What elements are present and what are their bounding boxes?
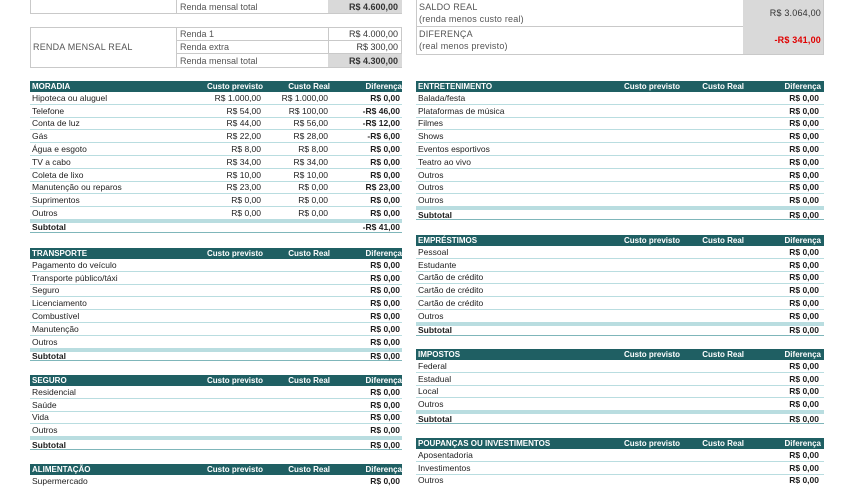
difference-cell: R$ 0,00 — [370, 425, 400, 436]
subtotal-label: Subtotal — [418, 209, 452, 220]
item-name: Filmes — [418, 118, 444, 129]
item-name: Outros — [418, 169, 444, 180]
item-name: Vida — [32, 412, 49, 423]
section-header — [416, 349, 824, 360]
item-name: Residencial — [32, 386, 76, 397]
table-row[interactable] — [416, 169, 824, 182]
real-income-row-3-value-cell — [328, 54, 402, 67]
subtotal-label: Subtotal — [418, 325, 452, 336]
difference-cell: R$ 0,00 — [370, 195, 400, 206]
difference-cell: R$ 0,00 — [789, 144, 819, 155]
difference-cell: R$ 0,00 — [370, 259, 400, 270]
difference-cell: -R$ 12,00 — [362, 118, 400, 129]
table-row[interactable] — [416, 156, 824, 169]
difference-cell: R$ 0,00 — [789, 246, 819, 257]
difference-cell: R$ 0,00 — [370, 92, 400, 103]
difference-cell: R$ 0,00 — [789, 195, 819, 206]
planned-cost-cell[interactable]: R$ 44,00 — [226, 118, 261, 129]
column-header-planned: Custo previsto — [623, 439, 680, 448]
difference-cell: R$ 0,00 — [789, 285, 819, 296]
table-row[interactable] — [30, 399, 402, 412]
table-row[interactable] — [416, 272, 824, 285]
difference-cell: R$ 0,00 — [370, 475, 400, 486]
planned-cost-cell[interactable]: R$ 54,00 — [226, 105, 261, 116]
difference-cell: -R$ 6,00 — [367, 131, 400, 142]
table-row[interactable] — [416, 449, 824, 462]
planned-income-total-cell — [328, 0, 402, 13]
section-header — [30, 375, 402, 386]
section-title: IMPOSTOS — [418, 350, 461, 359]
difference-value: -R$ 341,00 — [774, 35, 821, 45]
section-header — [30, 81, 402, 92]
item-name: Outros — [418, 399, 444, 410]
table-row[interactable] — [30, 323, 402, 336]
column-header-real: Custo Real — [288, 82, 330, 91]
column-header-real: Custo Real — [702, 350, 744, 359]
item-name: Outros — [32, 336, 58, 347]
difference-subtitle: (real menos previsto) — [419, 41, 508, 51]
difference-cell: R$ 0,00 — [370, 311, 400, 322]
item-name: Cartão de crédito — [418, 272, 484, 283]
table-row[interactable] — [416, 310, 824, 323]
difference-cell: R$ 0,00 — [789, 386, 819, 397]
difference-cell: R$ 0,00 — [370, 386, 400, 397]
section-title: ENTRETENIMENTO — [418, 82, 493, 91]
item-name: Coleta de lixo — [32, 169, 84, 180]
real-income-row-label: Renda extra — [180, 42, 230, 52]
difference-cell: R$ 0,00 — [789, 298, 819, 309]
item-name: Pessoal — [418, 246, 449, 257]
table-row[interactable] — [416, 143, 824, 156]
table-row[interactable] — [416, 386, 824, 399]
section-title: EMPRÉSTIMOS — [418, 236, 478, 245]
table-row[interactable] — [416, 118, 824, 131]
section-seguro — [30, 375, 402, 450]
real-cost-cell[interactable]: R$ 10,00 — [293, 169, 328, 180]
difference-cell: R$ 0,00 — [370, 323, 400, 334]
item-name: Outros — [418, 195, 444, 206]
column-header-planned: Custo previsto — [206, 249, 263, 258]
table-row[interactable] — [416, 182, 824, 195]
real-income-row-1-label-cell — [176, 28, 328, 41]
item-name: Cartão de crédito — [418, 298, 484, 309]
difference-cell: R$ 0,00 — [789, 105, 819, 116]
column-header-real: Custo Real — [288, 249, 330, 258]
column-header-planned: Custo previsto — [206, 82, 263, 91]
table-row[interactable] — [30, 182, 402, 195]
item-name: Telefone — [32, 105, 65, 116]
difference-cell: R$ 0,00 — [789, 182, 819, 193]
difference-cell: R$ 0,00 — [370, 285, 400, 296]
table-row[interactable] — [416, 130, 824, 143]
item-name: Outros — [32, 425, 58, 436]
subtotal-row — [30, 437, 402, 450]
real-cost-cell[interactable]: R$ 34,00 — [293, 156, 328, 167]
item-name: Saúde — [32, 399, 57, 410]
difference-cell: R$ 0,00 — [370, 169, 400, 180]
item-name: Cartão de crédito — [418, 285, 484, 296]
section-header — [416, 81, 824, 92]
table-row[interactable] — [30, 297, 402, 310]
difference-cell: R$ 0,00 — [789, 118, 819, 129]
difference-cell: R$ 0,00 — [789, 310, 819, 321]
column-header-difference: Diferença — [784, 82, 821, 91]
item-name: Estudante — [418, 259, 457, 270]
item-name: Federal — [418, 360, 447, 371]
section-transporte — [30, 248, 402, 361]
real-cost-cell[interactable]: R$ 0,00 — [298, 208, 328, 219]
planned-cost-cell[interactable]: R$ 1.000,00 — [214, 92, 261, 103]
difference-cell: R$ 0,00 — [789, 156, 819, 167]
column-header-real: Custo Real — [702, 82, 744, 91]
subtotal-row — [416, 411, 824, 424]
real-income-row-label: Renda 1 — [180, 29, 215, 39]
item-name: Manutenção — [32, 323, 79, 334]
table-row[interactable] — [416, 373, 824, 386]
subtotal-row — [416, 207, 824, 220]
column-header-difference: Diferença — [365, 376, 402, 385]
difference-cell: R$ 0,00 — [789, 399, 819, 410]
item-name: Aposentadoria — [418, 449, 473, 460]
planned-cost-cell[interactable]: R$ 22,00 — [226, 131, 261, 142]
column-header-real: Custo Real — [702, 439, 744, 448]
real-balance-title: SALDO REAL — [419, 2, 478, 12]
planned-cost-cell[interactable]: R$ 23,00 — [226, 182, 261, 193]
column-header-difference: Diferença — [365, 82, 402, 91]
table-row[interactable] — [30, 310, 402, 323]
section-poupancas-ou-investimentos — [416, 438, 824, 486]
item-name: Outros — [32, 208, 58, 219]
difference-cell: R$ 0,00 — [789, 360, 819, 371]
item-name: Seguro — [32, 285, 60, 296]
table-row[interactable] — [416, 475, 824, 486]
column-header-planned: Custo previsto — [623, 236, 680, 245]
table-row[interactable] — [416, 105, 824, 118]
item-name: Conta de luz — [32, 118, 80, 129]
planned-cost-cell[interactable]: R$ 8,00 — [231, 144, 261, 155]
item-name: Combustível — [32, 311, 80, 322]
item-name: Shows — [418, 131, 444, 142]
table-row[interactable] — [416, 284, 824, 297]
subtotal-label: Subtotal — [32, 222, 66, 233]
table-row[interactable] — [416, 246, 824, 259]
item-name: Investimentos — [418, 462, 471, 473]
difference-cell: R$ 0,00 — [370, 144, 400, 155]
item-name: Suprimentos — [32, 195, 80, 206]
section-moradia — [30, 81, 402, 233]
subtotal-label: Subtotal — [418, 413, 452, 424]
difference-cell: R$ 0,00 — [789, 449, 819, 460]
column-header-real: Custo Real — [288, 376, 330, 385]
column-header-planned: Custo previsto — [206, 376, 263, 385]
difference-cell: R$ 0,00 — [370, 272, 400, 283]
item-name: Supermercado — [32, 475, 88, 486]
difference-cell: R$ 0,00 — [789, 373, 819, 384]
section-emprestimos — [416, 235, 824, 336]
table-row[interactable] — [30, 386, 402, 399]
subtotal-difference: R$ 0,00 — [370, 439, 400, 450]
real-cost-cell[interactable]: R$ 28,00 — [293, 131, 328, 142]
difference-cell: R$ 0,00 — [789, 131, 819, 142]
section-header — [30, 248, 402, 259]
real-income-row-1-value-cell — [328, 28, 402, 41]
table-row[interactable] — [30, 118, 402, 131]
subtotal-label: Subtotal — [32, 439, 66, 450]
table-row[interactable] — [416, 259, 824, 272]
table-row[interactable] — [416, 398, 824, 411]
item-name: Estadual — [418, 373, 452, 384]
section-title: SEGURO — [32, 376, 67, 385]
subtotal-difference: -R$ 41,00 — [362, 222, 400, 233]
real-income-row-2-value-cell — [328, 41, 402, 54]
column-header-planned: Custo previsto — [623, 350, 680, 359]
table-row[interactable] — [30, 285, 402, 298]
column-header-planned: Custo previsto — [623, 82, 680, 91]
difference-cell: R$ 0,00 — [370, 399, 400, 410]
column-header-difference: Diferença — [784, 236, 821, 245]
item-name: Transporte público/táxi — [32, 272, 118, 283]
table-row[interactable] — [416, 462, 824, 475]
item-name: Gás — [32, 131, 48, 142]
real-income-row-label: Renda mensal total — [180, 55, 258, 66]
column-header-real: Custo Real — [288, 465, 330, 474]
table-row[interactable] — [416, 297, 824, 310]
subtotal-row — [30, 349, 402, 362]
section-title: ALIMENTAÇÃO — [32, 465, 91, 474]
difference-cell: R$ 0,00 — [370, 336, 400, 347]
planned-cost-cell[interactable]: R$ 10,00 — [226, 169, 261, 180]
difference-cell: R$ 0,00 — [370, 156, 400, 167]
real-cost-cell[interactable]: R$ 8,00 — [298, 144, 328, 155]
item-name: Água e esgoto — [32, 144, 87, 155]
real-cost-cell[interactable]: R$ 0,00 — [298, 195, 328, 206]
real-income-row-value: R$ 4.000,00 — [348, 29, 398, 39]
table-row[interactable] — [30, 475, 402, 486]
section-title: MORADIA — [32, 82, 71, 91]
column-header-difference: Diferença — [784, 439, 821, 448]
difference-cell: R$ 0,00 — [370, 298, 400, 309]
table-row[interactable] — [30, 169, 402, 182]
item-name: Eventos esportivos — [418, 144, 490, 155]
difference-cell: R$ 0,00 — [789, 462, 819, 473]
item-name: Plataformas de música — [418, 105, 505, 116]
difference-cell: R$ 0,00 — [789, 475, 819, 486]
subtotal-label: Subtotal — [32, 350, 66, 361]
table-row[interactable] — [30, 156, 402, 169]
table-row[interactable] — [30, 92, 402, 105]
difference-cell: R$ 0,00 — [789, 259, 819, 270]
item-name: Outros — [418, 182, 444, 193]
item-name: TV a cabo — [32, 156, 71, 167]
item-name: Local — [418, 386, 439, 397]
subtotal-row — [416, 323, 824, 336]
section-entretenimento — [416, 81, 824, 220]
item-name: Outros — [418, 310, 444, 321]
real-cost-cell[interactable]: R$ 0,00 — [298, 182, 328, 193]
subtotal-difference: R$ 0,00 — [370, 350, 400, 361]
table-row[interactable] — [416, 360, 824, 373]
planned-income-total-label-cell — [176, 0, 328, 13]
section-impostos — [416, 349, 824, 424]
item-name: Teatro ao vivo — [418, 156, 471, 167]
section-header — [30, 464, 402, 475]
real-income-row-2-label-cell — [176, 41, 328, 54]
subtotal-row — [30, 220, 402, 233]
difference-cell: R$ 0,00 — [370, 412, 400, 423]
table-row[interactable] — [30, 424, 402, 437]
table-row[interactable] — [30, 194, 402, 207]
real-cost-cell[interactable]: R$ 56,00 — [293, 118, 328, 129]
difference-cell: R$ 0,00 — [789, 272, 819, 283]
table-row[interactable] — [30, 272, 402, 285]
table-row[interactable] — [30, 259, 402, 272]
difference-cell: R$ 0,00 — [789, 169, 819, 180]
table-row[interactable] — [30, 105, 402, 118]
table-row[interactable] — [416, 194, 824, 207]
table-row[interactable] — [30, 336, 402, 349]
column-header-planned: Custo previsto — [206, 465, 263, 474]
item-name: Manutenção ou reparos — [32, 182, 122, 193]
column-header-real: Custo Real — [702, 236, 744, 245]
table-row[interactable] — [30, 412, 402, 425]
item-name: Licenciamento — [32, 298, 87, 309]
table-row[interactable] — [30, 207, 402, 220]
real-income-total-value: R$ 4.300,00 — [348, 55, 398, 66]
planned-income-total-value: R$ 4.600,00 — [348, 1, 398, 12]
difference-cell: R$ 23,00 — [365, 182, 400, 193]
planned-income-total-label: Renda mensal total — [180, 1, 258, 12]
difference-cell: R$ 0,00 — [789, 92, 819, 103]
real-income-row-3-label-cell — [176, 54, 328, 67]
real-income-row-value: R$ 300,00 — [356, 42, 398, 52]
section-alimentacao — [30, 464, 402, 486]
column-header-difference: Diferença — [365, 249, 402, 258]
real-cost-cell[interactable]: R$ 100,00 — [288, 105, 328, 116]
real-cost-cell[interactable]: R$ 1.000,00 — [281, 92, 328, 103]
item-name: Balada/festa — [418, 92, 466, 103]
table-row[interactable] — [30, 130, 402, 143]
section-title: POUPANÇAS OU INVESTIMENTOS — [418, 439, 551, 448]
section-header — [416, 438, 824, 449]
planned-cost-cell[interactable]: R$ 0,00 — [231, 208, 261, 219]
table-row[interactable] — [30, 143, 402, 156]
item-name: Pagamento do veículo — [32, 259, 117, 270]
section-title: TRANSPORTE — [32, 249, 88, 258]
real-income-title: RENDA MENSAL REAL — [33, 42, 133, 52]
planned-cost-cell[interactable]: R$ 0,00 — [231, 195, 261, 206]
column-header-difference: Diferença — [365, 465, 402, 474]
difference-title: DIFERENÇA — [419, 29, 473, 39]
item-name: Hipoteca ou aluguel — [32, 92, 108, 103]
real-balance-subtitle: (renda menos custo real) — [419, 14, 524, 24]
subtotal-difference: R$ 0,00 — [789, 325, 819, 336]
subtotal-difference: R$ 0,00 — [789, 209, 819, 220]
table-row[interactable] — [416, 92, 824, 105]
planned-cost-cell[interactable]: R$ 34,00 — [226, 156, 261, 167]
column-header-difference: Diferença — [784, 350, 821, 359]
difference-cell: R$ 0,00 — [370, 208, 400, 219]
item-name: Outros — [418, 475, 444, 486]
subtotal-difference: R$ 0,00 — [789, 413, 819, 424]
real-balance-value: R$ 3.064,00 — [769, 8, 821, 18]
difference-cell: -R$ 46,00 — [362, 105, 400, 116]
section-header — [416, 235, 824, 246]
